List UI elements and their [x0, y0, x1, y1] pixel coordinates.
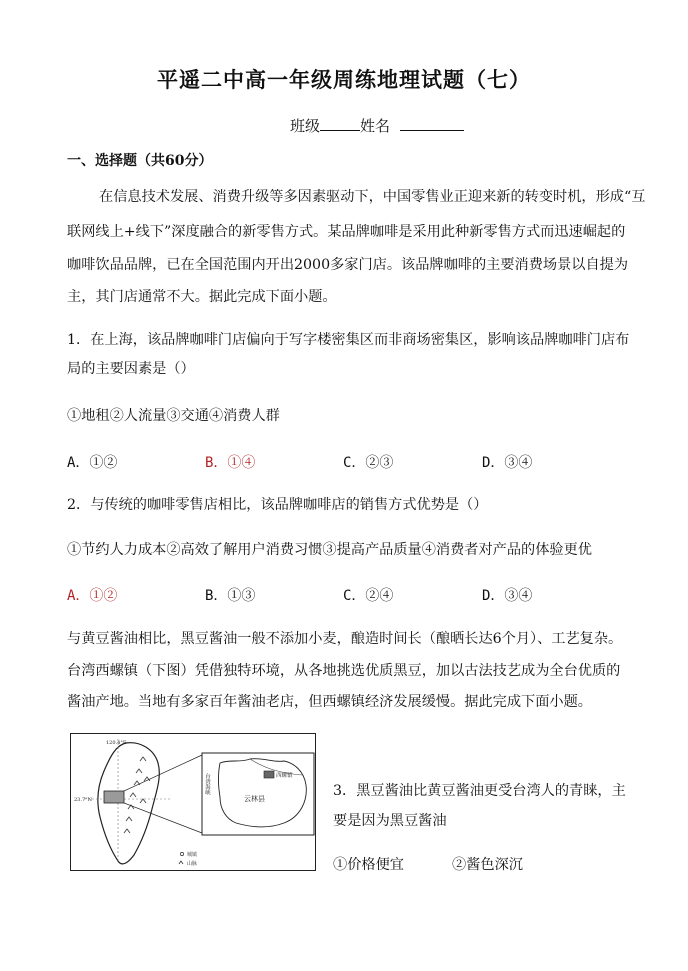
- q2-option-b[interactable]: B．①③: [205, 588, 256, 604]
- yunlin-highlight: [104, 791, 124, 803]
- taiwan-map-figure: [70, 733, 316, 871]
- longitude-label: 120.4°E: [106, 740, 127, 746]
- yunlin-outline: [219, 759, 307, 827]
- latitude-label: 23.7°N: [74, 797, 93, 803]
- q2-stem: 2．与传统的咖啡零售店相比，该品牌咖啡店的销售方式优势是（）: [67, 497, 488, 513]
- section-heading: 一、选择题（共60分）: [67, 153, 213, 169]
- name-label: 姓名: [360, 117, 391, 135]
- q3-item-2: ②酱色深沉: [452, 857, 523, 873]
- q1-stem-line: 1．在上海，该品牌咖啡门店偏向于写字楼密集区而非商场密集区，影响该品牌咖啡门店布: [67, 332, 630, 348]
- county-label: 云林县: [244, 795, 265, 803]
- legend-town-label: 城镇: [187, 852, 198, 858]
- legend-mountain-label: 山脉: [187, 861, 198, 867]
- passage1-line: 主，其门店通常不大。据此完成下面小题。: [67, 289, 337, 305]
- passage2-line: 与黄豆酱油相比，黑豆酱油一般不添加小麦，酿造时间长（酿晒长达6个月）、工艺复杂。: [67, 631, 623, 647]
- q2-items: ①节约人力成本②高效了解用户消费习惯③提高产品质量④消费者对产品的体验更优: [67, 542, 592, 558]
- passage2-line: 酱油产地。当地有多家百年酱油老店，但西螺镇经济发展缓慢。据此完成下面小题。: [67, 694, 592, 710]
- q1-items: ①地租②人流量③交通④消费人群: [67, 408, 280, 424]
- xiluo-town-icon: [264, 771, 274, 778]
- town-label: 西螺镇: [276, 773, 293, 779]
- q1-stem-line: 局的主要因素是（）: [67, 361, 195, 377]
- q2-option-c[interactable]: C．②④: [343, 588, 394, 604]
- q3-stem-line: 3．黑豆酱油比黄豆酱油更受台湾人的青睐，主: [333, 783, 626, 799]
- strait-label: 台湾海峡: [204, 773, 210, 795]
- q2-option-d[interactable]: D．③④: [482, 588, 533, 604]
- q1-option-c[interactable]: C．②③: [343, 455, 394, 471]
- q2-option-a[interactable]: A．①②: [67, 588, 118, 604]
- page-title: 平遥二中高一年级周练地理试题（七）: [157, 67, 531, 92]
- passage2-line: 台湾西螺镇（下图）凭借独特环境，从各地挑选优质黑豆，加以古法技艺成为全台优质的: [67, 663, 621, 679]
- q1-option-b[interactable]: B．①④: [205, 455, 256, 471]
- q1-option-d[interactable]: D．③④: [482, 455, 533, 471]
- passage1-line: 在信息技术发展、消费升级等多因素驱动下，中国零售业正迎来新的转变时机，形成“互: [99, 189, 646, 205]
- class-label: 班级: [290, 117, 321, 135]
- q3-stem-line: 要是因为黑豆酱油: [333, 813, 447, 829]
- name-blank[interactable]: [400, 115, 464, 131]
- q1-option-a[interactable]: A．①②: [67, 455, 118, 471]
- passage1-line: 咖啡饮品品牌，已在全国范围内开出2000多家门店。该品牌咖啡的主要消费场景以自提为: [67, 257, 629, 273]
- q3-item-1: ①价格便宜: [333, 857, 404, 873]
- passage1-line: 联网线上+线下”深度融合的新零售方式。某品牌咖啡是采用此种新零售方式而迅速崛起的: [67, 224, 626, 240]
- class-name-line: [290, 115, 464, 136]
- class-blank[interactable]: [320, 115, 360, 131]
